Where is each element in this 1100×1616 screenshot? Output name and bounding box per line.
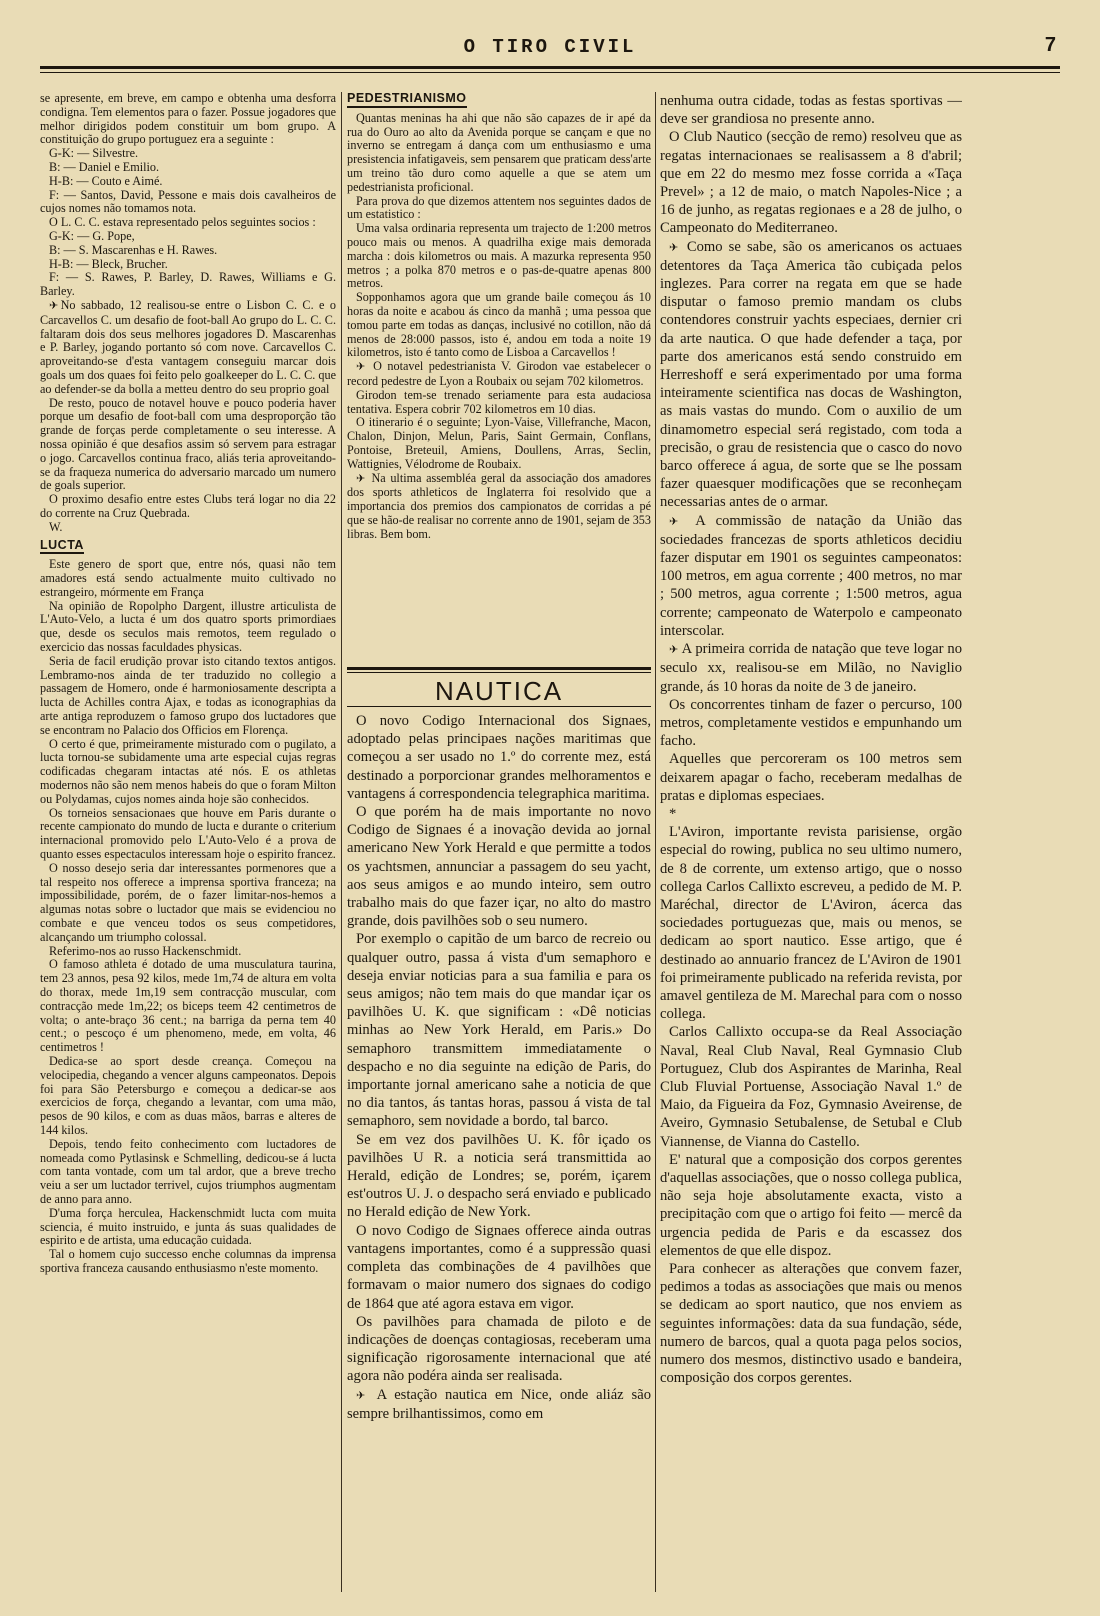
paragraph: Os concorrentes tinham de fazer o percurso, 100 metros, completamente vestidos e empunhando um facho. <box>660 696 962 750</box>
paragraph-text: A commissão de natação da União das sociedades francezas de sports athleticos decidiu fazer disputar em 1901 os seguintes campeonatos: 100 metros, em agua corrente ; 400 metros, no mar ; 500 metros, agua corrente ; 1:500 metros, agua corrente; campeonato de Waterpolo e campeonato interscolar. <box>660 512 962 639</box>
paragraph: Os torneios sensacionaes que houve em Paris durante o recente campionato do mundo de lucta e durante o criterium internacional promovido pelo L'Auto-Velo é a prova de quanto esses espectaculos interessam hoje o espirito francez. <box>40 805 336 862</box>
paragraph-text: Como se sabe, são os americanos os actuaes detentores da Taça America tão cubiçada pelos inglezes. Para correr na regata em que se hade disputar o famoso premio mandam os clubs contendores construir yachts especiaes, dernier cri da arte nautica. O que hade defender a taça, por parte dos americanos está sendo construido em Herreshoff e será experimentado por uma forma inteiramente scientifica nas docas de Washington, as mais vastas do mundo. Com o auxilio de um dinamometro especial será registado, com toda a precisão, o grau de resistencia que o casco do novo barco offerece á agua, de sorte que se lhe possam fazer quaesquer modificações que se reconheçam necessarias antes de o armar. <box>660 238 962 511</box>
pointer-glyph-icon: ✈ <box>669 644 679 657</box>
paragraph: Seria de facil erudição provar isto citando textos antigos. Lembramo-nos ainda de ter traduzido no collegio a passagem de Homero, onde é harmoniosamente descripta a lucta de Achilles contra Ajax, e todas as iconographias da arte antiga reproduzem o famoso grupo dos luctadores que se encontram no Palacio dos Officios em Florença. <box>40 653 336 737</box>
header-rule-thin <box>40 72 1060 73</box>
section-separator-star: * <box>669 805 677 822</box>
author-signature: W. <box>49 519 63 534</box>
paragraph-text: O notavel pedestrianista V. Girodon vae estabelecer o record pedestre de Lyon a Roubaix ou sejam 702 kilometros. <box>347 359 651 388</box>
paragraph: Por exemplo o capitão de um barco de recreio ou qualquer outro, passa á vista d'um semaphoro e deseja enviar noticias para a sua familia e para os seus amigos; não tem mais do que mandar içar os pavilhões U. K. que significam : «Dê noticias minhas ao New York Herald, em Paris.» Do semaphoro transmittem immediatamente o despacho e no dia seguinte na edição de Paris, do importante jornal americano sahe a noticia de que no dia tantos, ás tantas horas, passou á vista de tal semaphoro, sem novidade a bordo, tal barco. <box>347 931 651 1130</box>
paragraph: O nosso desejo seria dar interessantes pormenores que a tal respeito nos offerece a imprensa sportiva franceza; na impossibilidade, porém, de o fazer limitar-nos-hemos a algumas notas sobre o luctador que mais se evidenciou no combate e que venceu todos os seus competidores, alcançando um triumpho colossal. <box>40 860 336 944</box>
nautica-rule-thin <box>347 672 651 673</box>
lineup-line: B: — S. Mascarenhas e H. Rawes. <box>49 242 218 257</box>
paragraph: Os pavilhões para chamada de piloto e de indicações de doenças contagiosas, receberam uma significação rigorosamente internacional que até agora não podéra ainda ser realisada. <box>347 1313 651 1385</box>
paragraph <box>660 640 962 696</box>
paragraph: L'Aviron, importante revista parisiense, orgão especial do rowing, publica no seu ultimo numero, de 8 de corrente, um extenso artigo, que o nosso collega Carlos Callixto escreveu, a pedido de M. P. Maréchal, director de L'Aviron, ácerca das sociedades portuguezas que, mais ou menos, se dedicam ao sport nautico. Esse artigo, que é destinado ao annuario francez de L'Aviron de 1901 foi primeiramente publicado na referida revista, por amavel gentileza de M. Marechal para com o nosso collega. <box>660 824 962 1023</box>
paragraph-text: A primeira corrida de natação que teve logar no seculo xx, realisou-se em Milão, no Naviglio grande, ás 10 horas da noite de 3 de janeiro. <box>660 641 962 695</box>
section-heading-lucta: LUCTA <box>40 539 84 555</box>
column-2-pedestrianismo <box>347 92 651 662</box>
paragraph-text: A estação nautica em Nice, onde aliáz são sempre brilhantissimos, como em <box>347 1386 651 1422</box>
paragraph: Este genero de sport que, entre nós, quasi não tem amadores está sendo actualmente muito cultivado no estrangeiro, mórmente em França <box>40 557 336 599</box>
paragraph: O novo Codigo de Signaes offerece ainda outras vantagens importantes, como é a suppressão quasi completa das combinações de 4 pavilhões que formavam o maior numero dos signaes do codigo de 1864 que até agora estava em vigor. <box>347 1222 651 1312</box>
column-2-nautica <box>347 712 651 1592</box>
header-rule-thick <box>40 66 1060 69</box>
lineup-line: G-K: — Silvestre. <box>49 146 139 161</box>
paragraph: Se em vez dos pavilhões U. K. fôr içado os pavilhões U R. a noticia será transmittida ao Herald, edição de Londres; se, porém, içarem est'outros U. J. o despacho será enviado e publicado no Herald edição de New York. <box>347 1131 651 1221</box>
masthead <box>40 36 1060 66</box>
paragraph: Na opinião de Ropolpho Dargent, illustre articulista de L'Auto-Velo, a lucta é um dos quatro sports primordiaes que, desde os seculos mais remotos, teem regulado o exercicio das nossas faculdades physicas. <box>40 598 336 655</box>
paragraph: O proximo desafio entre estes Clubs terá logar no dia 22 do corrente na Cruz Quebrada. <box>40 492 336 520</box>
paragraph: Dedica-se ao sport desde creança. Começou na velocipedia, chegando a vencer alguns campeonatos. Depois foi para São Petersburgo e começou a dedicar-se aos exercicios de força, chegando a levantar, com uma mão, pesos de 90 kilos, e com as duas mãos, barras e alteres de 144 kilos. <box>40 1053 336 1137</box>
paragraph: D'uma força herculea, Hackenschmidt lucta com muita sciencia, é muito instruido, e junta ás suas qualidades de espirito e de artista, uma educação cuidada. <box>40 1205 336 1248</box>
paragraph: De resto, pouco de notavel houve e pouco poderia haver porque um desafio de foot-ball com uma desproporção tão grande de forças perde completamente o seu interesse. A nossa opinião é que desafios assim só servem para estragar o jogo. Carcavellos continua fraco, aliás teria aproveitando-se da fraqueza numerica do adversario marcado um numero de goals superior. <box>40 395 336 493</box>
column-1 <box>40 92 336 1592</box>
paragraph: nenhuma outra cidade, todas as festas sportivas — deve ser grandiosa no presente anno. <box>660 93 962 128</box>
paragraph: O L. C. C. estava representado pelos seguintes socios : <box>49 215 316 230</box>
paragraph: Depois, tendo feito conhecimento com luctadores de nomeada como Pytlasinsk e Schmelling, dedicou-se á lucta com tanta vontade, com um tal ardor, que a breve trecho veiu a ser um luctador terrivel, cujos triumphos augmentam de anno para anno. <box>40 1136 336 1206</box>
pointer-glyph-icon: ✈ <box>669 241 681 254</box>
paragraph: Carlos Callixto occupa-se da Real Associação Naval, Real Club Naval, Real Gymnasio Club Portuguez, Club dos Aspirantes de Marinha, Real Club Fluvial Portuense, Associação Naval 1.º de Maio, da Figueira da Foz, Gymnasio Aveirense, de Aveiro, Gymnasio Setubalense, de Setubal e Club Viannense, de Vianna do Castello. <box>660 1024 962 1150</box>
paragraph-text: Na ultima assembléa geral da associação dos amadores dos sports athleticos de Inglaterra foi resolvido que a importancia dos premios dos campionatos de corridas a pé que se hão-de realisar no corrente anno de 1901, sejam de 353 libras. Bem bom. <box>347 470 651 541</box>
paragraph: se apresente, em breve, em campo e obtenha uma desforra condigna. Tem elementos para o fazer. Possue jogadores que melhor dirigidos podem constituir um bom grupo. A constituição do grupo portuguez era a seguinte : <box>40 92 336 147</box>
paragraph: Quantas meninas ha ahi que não são capazes de ir apé da rua do Ouro ao alto da Avenida porque se cançam e que no inverno se entregam á dança com um enthusiasmo e uma presistencia infatigaveis, sem pensarem que praticam dess'arte um treino tão duro como aquelle a que se atem um pedestrianista proficional. <box>347 110 651 194</box>
paragraph: Tal o homem cujo successo enche columnas da imprensa sportiva franceza causando enthusiasmo n'este momento. <box>40 1247 336 1275</box>
section-heading-pedestrianismo: PEDESTRIANISMO <box>347 92 467 108</box>
lineup-line: B: — Daniel e Emilio. <box>49 159 160 174</box>
paragraph: Aquelles que percoreram os 100 metros sem deixarem apagar o facho, receberam medalhas de pratas e diplomas especiaes. <box>660 751 962 804</box>
lineup-line: H-B: — Bleck, Brucher. <box>49 256 168 271</box>
paragraph: Referimo-nos ao russo Hackenschmidt. <box>49 943 242 958</box>
lineup-line: F: — S. Rawes, P. Barley, D. Rawes, Williams e G. Barley. <box>40 270 336 299</box>
pointer-glyph-icon: ✈ <box>49 299 61 312</box>
paragraph: Sopponhamos agora que um grande baile começou ás 10 horas da noite e acabou ás cinco da manhã ; uma pessoa que tomou parte em todas as danças, inclusivé no cotillon, não dá menos de 28:000 passos, isto é, andou em toda a noite 19 kilometros, isto é tanto como de Lisboa a Carcavellos ! <box>347 290 651 360</box>
column-divider-2 <box>655 92 656 1592</box>
column-3 <box>660 92 962 1592</box>
paragraph: O itinerario é o seguinte; Lyon-Vaise, Villefranche, Macon, Chalon, Dinjon, Melun, Paris, Saint Germain, Conflans, Pontoise, Breteuil, Amiens, Doullens, Arras, Seclin, Wattignies, Vélodrome de Roubaix. <box>347 415 651 471</box>
pointer-glyph-icon: ✈ <box>356 1389 370 1402</box>
paragraph: E' natural que a composição dos corpos gerentes d'aquellas associações, que o nosso collega publica, não seja hoje absolutamente exacta, visto a precipitação com que o artigo foi feito — mercê da urgencia pedida de Paris e da escassez dos elementos de que elle dispoz. <box>660 1151 962 1259</box>
pointer-glyph-icon: ✈ <box>669 515 686 528</box>
lineup-line: H-B: — Couto e Aimé. <box>49 173 163 188</box>
paragraph <box>660 238 962 512</box>
nautica-rule-bottom <box>347 706 651 707</box>
paragraph: Para prova do que dizemos attentem nos seguintes dados de um estatistico : <box>347 193 651 222</box>
pointer-glyph-icon: ✈ <box>356 361 368 374</box>
paragraph <box>40 299 336 397</box>
column-divider-1 <box>341 92 342 1592</box>
paragraph <box>347 1386 651 1423</box>
page-number: 7 <box>1044 34 1056 56</box>
lineup-line: F: — Santos, David, Pessone e mais dois cavalheiros de cujos nomes não tomamos nota. <box>40 187 336 216</box>
paragraph-text: No sabbado, 12 realisou-se entre o Lisbon C. C. e o Carcavellos C. um desafio de foot-ball Ao grupo do L. C. C. faltaram dois dos seus melhores jogadores D. Mascarenhas e P. Barley, jogando portanto só com nove. Carcavellos C. aproveitando-se d'esta vantagem conseguiu marcar dois goals um dos quaes foi feito pelo goalkeeper do L. C. C. que ao defender-se da bolla a metteu dentro do seu proprio goal <box>40 297 336 396</box>
paragraph: O novo Codigo Internacional dos Signaes, adoptado pelas principaes nações maritimas que começou a ser usado no 1.º do corrente mez, está destinado a porporcionar grandes melhoramentos e vantagens á correspondencia telegraphica maritima. <box>347 713 651 802</box>
paragraph: O certo é que, primeiramente misturado com o pugilato, a lucta tornou-se subidamente uma arte especial cujas regras codificadas chegaram intactas até nós. E os athletas modernos não são nem menos habeis do que o foram Milton ou Polydamas, cujos nomes ainda hoje são conhecidos. <box>40 736 336 806</box>
nautica-rule-thick <box>347 667 651 670</box>
paragraph: O Club Nautico (secção de remo) resolveu que as regatas internacionaes se realisassem a 8 d'abril; que em 22 do mesmo mez fosse corrida a «Taça Prevel» ; a 12 de maio, o match Napoles-Nice ; a 16 de junho, as regatas regionaes e a 28 de julho, o Campeonato do Mediterraneo. <box>660 129 962 237</box>
paragraph: Girodon tem-se trenado seriamente para esta audaciosa tentativa. Espera cobrir 702 kilometros em 10 dias. <box>347 387 651 416</box>
paragraph <box>347 472 651 542</box>
paragraph: O famoso athleta é dotado de uma musculatura taurina, tem 23 annos, pesa 92 kilos, mede 1m,74 de altura em volta do thorax, mede 1m,19 sem contracção muscular, com contracção mede 1m,22; os biceps teem 42 centimetros de volta; o ante-braço 36 cent.; na barriga da perna tem 40 cent.; o pescoço é um phenomeno, mede, em volta, 46 centimetros ! <box>40 957 336 1055</box>
paragraph <box>660 512 962 640</box>
newspaper-title: O TIRO CIVIL <box>463 36 637 58</box>
paragraph: Uma valsa ordinaria representa um trajecto de 1:200 metros pouco mais ou menos. A quadrilha exige mais demorada marcha : dois kilometros ou mais. A mazurka representa 950 metros ; a polka 870 metros e o pas-de-quatre apenas 800 metros. <box>347 221 651 291</box>
lineup-line: G-K: — G. Pope, <box>49 228 135 243</box>
paragraph: O que porém ha de mais importante no novo Codigo de Signaes é a inovação devida ao jornal americano New York Herald e que permitte a todos os yachtsmen, annunciar a passagem do seu yacht, aos seus amigos e ao mundo inteiro, sem outro trabalho mais do que fazer içar, no alto do mastro grande, dois pavilhões sob o seu numero. <box>347 804 651 930</box>
paragraph <box>347 360 651 389</box>
section-heading-nautica: NAUTICA <box>434 676 564 706</box>
pointer-glyph-icon: ✈ <box>356 472 367 485</box>
paragraph: Para conhecer as alterações que convem fazer, pedimos a todas as associações que mais ou menos se dedicam ao sport nautico, que nos enviem as seguintes informações: data da sua fundação, séde, numero de barcos, qual a quota paga pelos socios, numero dos mesmos, distinctivo usado e bandeira, composição dos corpos gerentes. <box>660 1261 962 1387</box>
